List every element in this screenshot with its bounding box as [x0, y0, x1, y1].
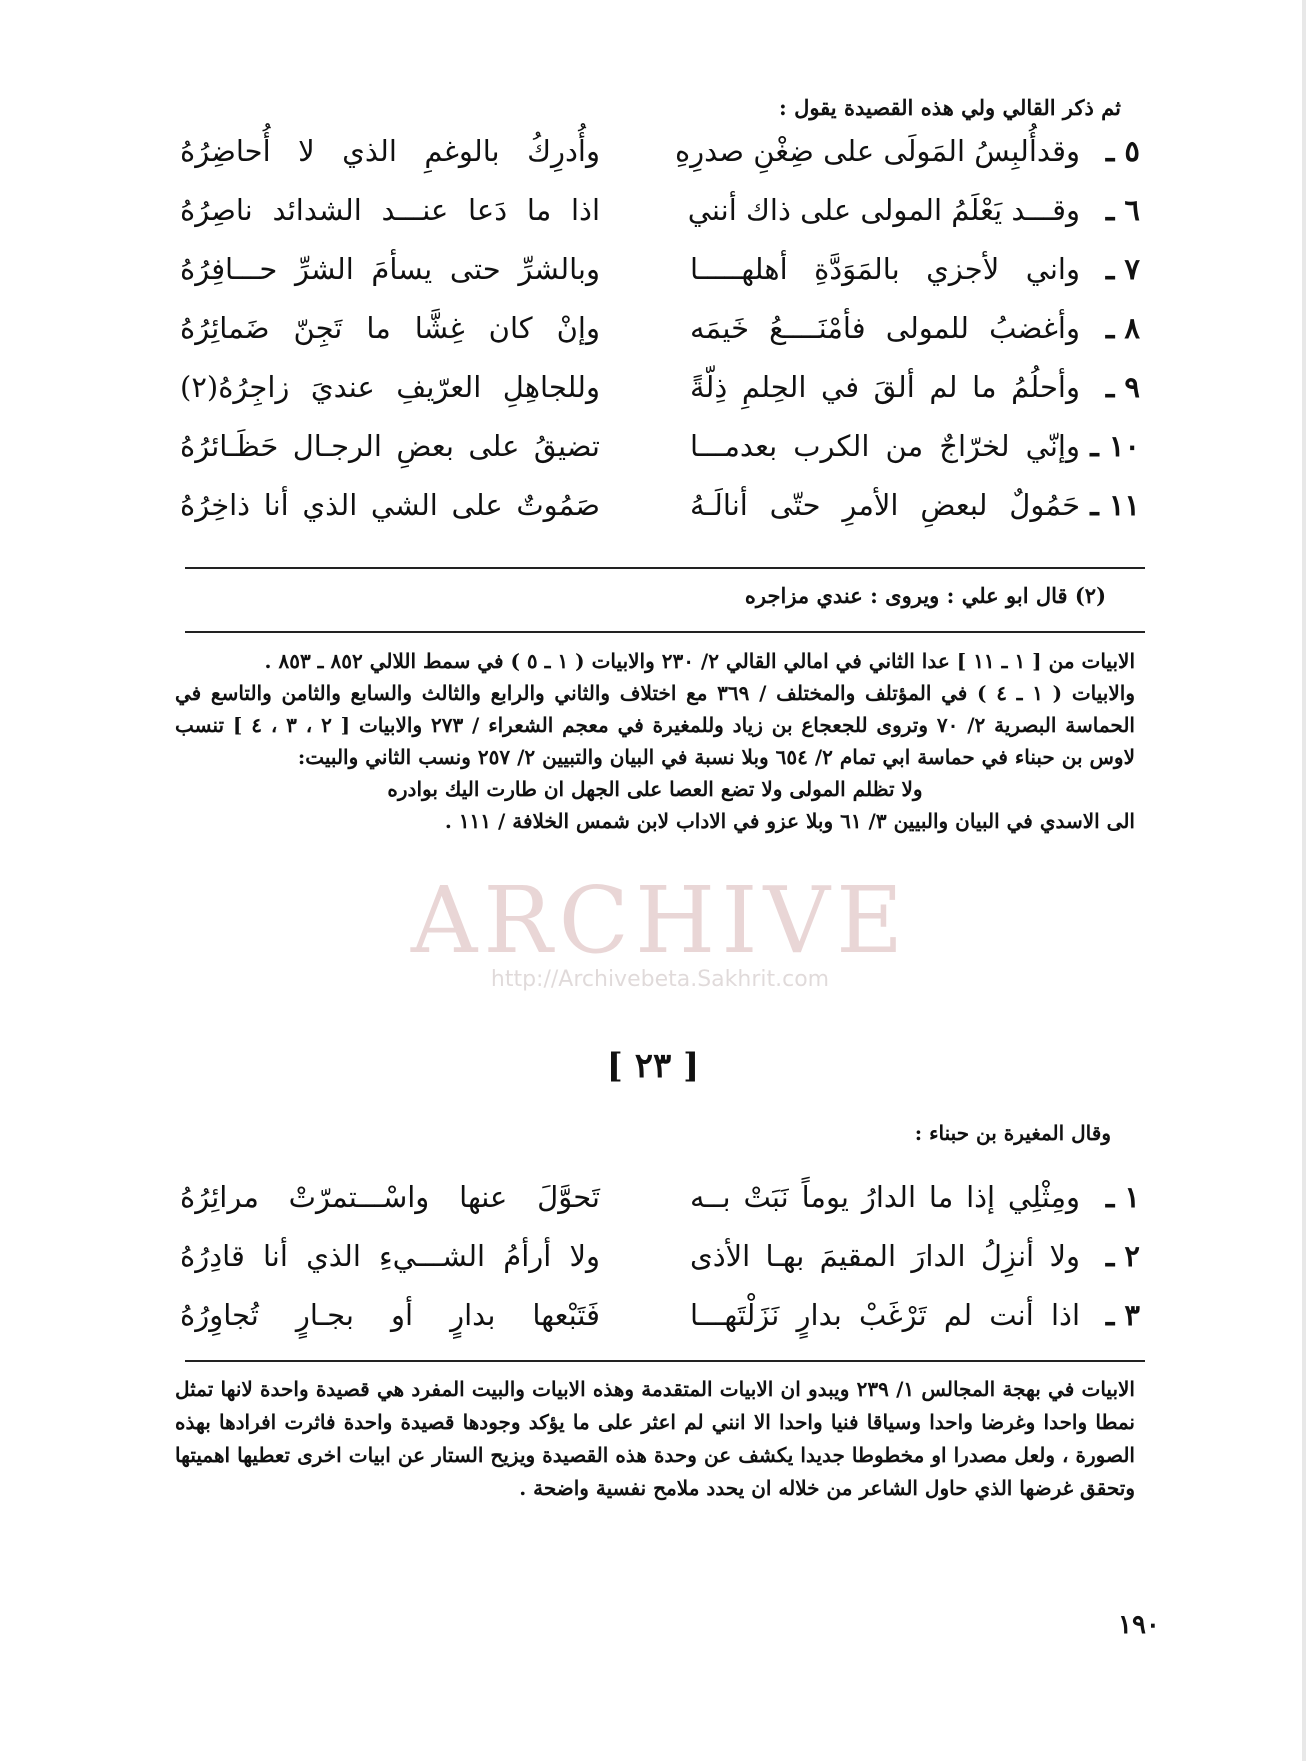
verse-number: ١٠ ـ: [1090, 429, 1140, 463]
divider-rule: [185, 1360, 1145, 1362]
verse-first-hemistich: حَمُولٌ لبعضِ الأمرِ حتّى أنالَـهُ: [690, 488, 1080, 522]
scan-edge: [1302, 0, 1306, 1761]
divider-rule: [185, 631, 1145, 633]
verse-number: ٣ ـ: [1105, 1298, 1140, 1332]
verse-line: [180, 122, 1140, 181]
verse-line: [180, 476, 1140, 535]
verse-first-hemistich: وأغضبُ للمولى فأمْنَــــعُ خَيمَه: [690, 311, 1080, 345]
verse-first-hemistich: ومِثْلِي إذا ما الدارُ يوماً نَبَتْ بــه: [690, 1180, 1080, 1214]
verse-second-hemistich: وللجاهِلِ العرّيفِ عنديَ زاجِرُهُ(٢): [180, 370, 600, 404]
verse-first-hemistich: وإنّي لخرّاجٌ من الكرب بعدمـــا: [690, 429, 1080, 463]
divider-rule: [185, 567, 1145, 569]
verse-number: ٦ ـ: [1105, 193, 1140, 227]
note-paragraph: والابيات ( ١ ـ ٤ ) في المؤتلف والمختلف / ٣٦٩ مع اختلاف والثاني والرابع والثالث والسابع والثامن والتاسع في الحماسة البصرية ٢/ ٧٠ وتروى للجعجاع بن زياد وللمغيرة في معجم الشعراء / ٢٧٣ والابيات [ ٢ ، ٣ ، ٤ ] تنسب لاوس بن حبناء في حماسة ابي تمام ٢/ ٦٥٤ وبلا نسبة في البيان والتبيين ٢/ ٢٥٧ ونسب الثاني والبيت:: [175, 681, 1135, 769]
note-paragraph: الابيات في بهجة المجالس ١/ ٢٣٩ ويبدو ان الابيات المتقدمة وهذه الابيات والبيت المفرد هي قصيدة واحدة لانها تمثل نمطا واحدا وغرضا واحدا وسياقا فنيا واحدا الا انني لم اعثر على ما يؤكد وجودها قصيدة واحدة فاثرت افرادها بهذه الصورة ، ولعل مصدرا او مخطوطا جديدا يكشف عن وحدة هذه القصيدة ويزيح الستار عن ابيات اخرى تعطيها اهميتها وتحقق غرضها الذي حاول الشاعر من خلاله ان يحدد ملامح نفسية واضحة .: [175, 1377, 1135, 1500]
verse-line: [180, 181, 1140, 240]
verse-line: [180, 1227, 1140, 1286]
verse-line: [180, 240, 1140, 299]
watermark-url: http://Archivebeta.Sakhrit.com: [490, 967, 830, 992]
intro-line: ثم ذكر القالي ولي هذه القصيدة يقول :: [779, 95, 1121, 120]
verse-second-hemistich: اذا ما دَعا عنـــد الشدائد ناصِرُهُ: [180, 193, 600, 227]
intro-line-2: وقال المغيرة بن حبناء :: [914, 1121, 1111, 1145]
verse-number: ٩ ـ: [1105, 370, 1140, 404]
verse-second-hemistich: وإنْ كان غِشَّا ما تَجِنّ ضَمائِرُهُ: [180, 311, 600, 345]
watermark-title: ARCHIVE: [410, 867, 910, 974]
verse-second-hemistich: وبالشرِّ حتى يسأمَ الشرِّ حـــافِرُهُ: [180, 252, 600, 286]
verse-first-hemistich: واني لأجزي بالمَوَدَّةِ أهلهـــــا: [690, 252, 1080, 286]
archive-watermark: [330, 867, 990, 992]
verse-number: ٢ ـ: [1105, 1239, 1140, 1273]
notes-block-2: [175, 1373, 1135, 1505]
note-paragraph: الى الاسدي في البيان والبيين ٣/ ٦١ وبلا عزو في الاداب لابن شمس الخلافة / ١١١ .: [444, 809, 1135, 833]
verse-number: ١١ ـ: [1090, 488, 1140, 522]
page-number: ١٩٠: [1118, 1610, 1160, 1640]
verse-number: ٨ ـ: [1105, 311, 1140, 345]
verse-second-hemistich: ولا أرأمُ الشـــيءِ الذي أنا قادِرُهُ: [180, 1239, 600, 1273]
verse-second-hemistich: تَحوَّلَ عنها واسْـــتمرّتْ مرائِرُهُ: [180, 1180, 600, 1214]
verse-second-hemistich: تضيقُ على بعضِ الرجـال حَظَـائرُهُ: [180, 429, 600, 463]
verse-first-hemistich: وأحلُمُ ما لم ألقَ في الحِلمِ ذِلّةً: [690, 370, 1080, 404]
verse-second-hemistich: فَتَبْعها بدارٍ أو بجـارٍ تُجاوِرُهُ: [180, 1298, 600, 1332]
footnote: (٢) قال ابو علي : ويروى : عندي مزاجره: [744, 583, 1106, 608]
section-number: [ ٢٣ ]: [606, 1046, 700, 1086]
verse-number: ١ ـ: [1105, 1180, 1140, 1214]
verse-first-hemistich: اذا أنت لم تَرْغَبْ بدارٍ نَزَلْتَهـــا: [690, 1298, 1080, 1332]
verse-number: ٥ ـ: [1105, 134, 1140, 168]
poem-1: [180, 122, 1140, 535]
verse-line: [180, 1286, 1140, 1345]
poem-2: [180, 1168, 1140, 1345]
verse-first-hemistich: وقـــد يَعْلَمُ المولى على ذاك أنني: [687, 193, 1080, 227]
verse-second-hemistich: وأُدرِكُ بالوغمِ الذي لا أُحاضِرُهُ: [180, 134, 600, 168]
verse-first-hemistich: وقدأُلبِسُ المَولَى على ضِغْنِ صدرِهِ: [674, 134, 1080, 168]
verse-line: [180, 299, 1140, 358]
quoted-verse: ولا تظلم المولى ولا تضع العصا على الجهل ان طارت اليك بوادره: [387, 777, 923, 801]
verse-first-hemistich: ولا أنزِلُ الدارَ المقيمَ بهـا الأذى: [690, 1239, 1080, 1273]
verse-number: ٧ ـ: [1105, 252, 1140, 286]
note-paragraph: الابيات من [ ١ ـ ١١ ] عدا الثاني في امالي القالي ٢/ ٢٣٠ والابيات ( ١ ـ ٥ ) في سمط اللالي ٨٥٢ ـ ٨٥٣ .: [264, 649, 1135, 673]
verse-line: [180, 417, 1140, 476]
verse-line: [180, 1168, 1140, 1227]
verse-line: [180, 358, 1140, 417]
notes-block-1: [175, 645, 1135, 837]
verse-second-hemistich: صَمُوتٌ على الشي الذي أنا ذاخِرُهُ: [180, 488, 600, 522]
